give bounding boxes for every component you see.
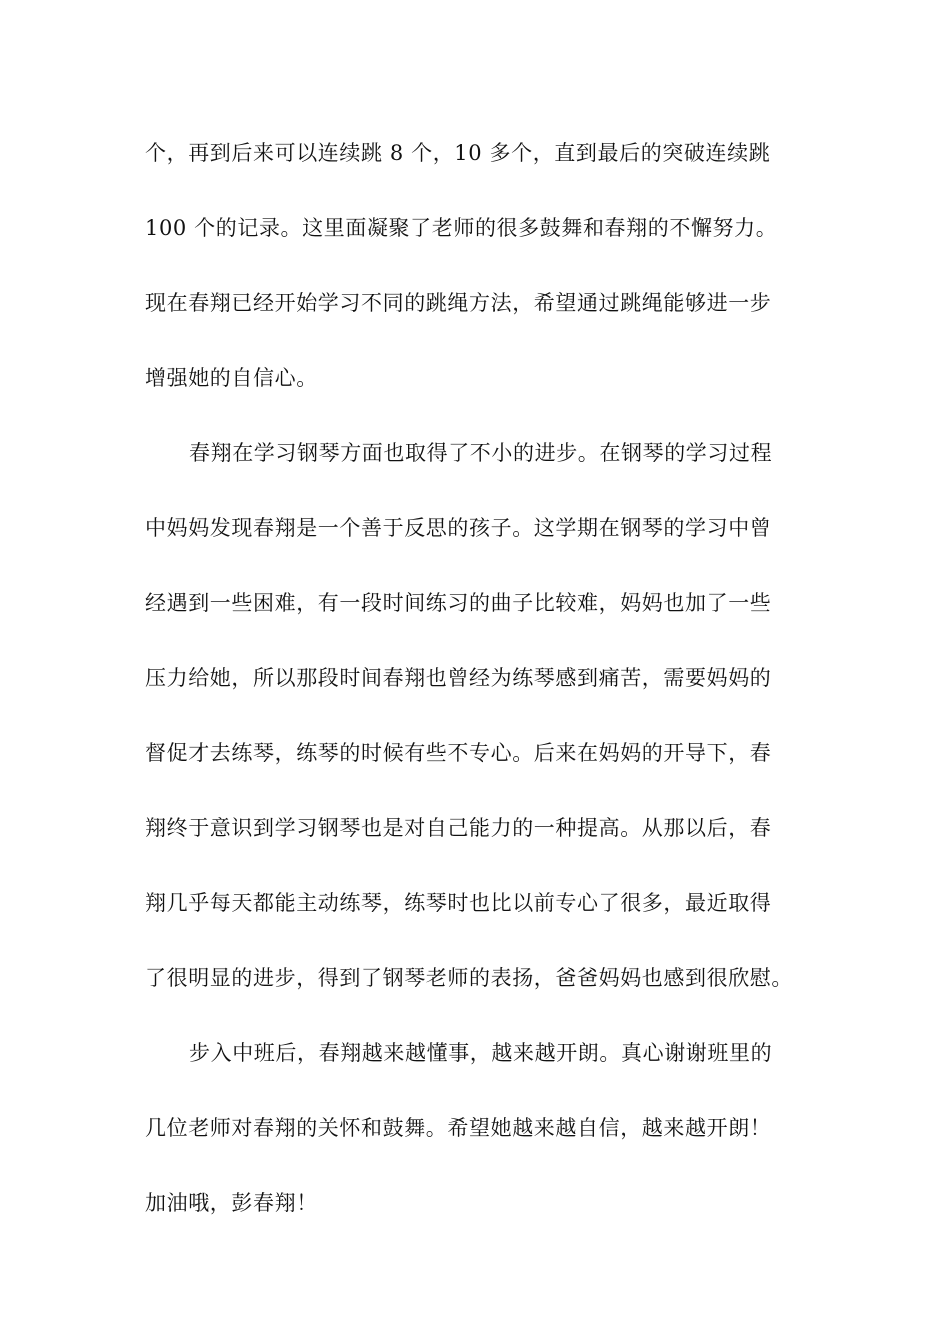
text-line: 增强她的自信心。	[145, 366, 318, 390]
body-text	[145, 125, 810, 1250]
text-line: 个，再到后来可以连续跳 8 个，10 多个，直到最后的突破连续跳	[145, 141, 771, 165]
paragraph-start-line: 春翔在学习钢琴方面也取得了不小的进步。在钢琴的学习过程	[189, 441, 773, 465]
text-line: 了很明显的进步，得到了钢琴老师的表扬，爸爸妈妈也感到很欣慰。	[145, 966, 793, 990]
text-line: 中妈妈发现春翔是一个善于反思的孩子。这学期在钢琴的学习中曾	[145, 516, 772, 540]
text-line: 经遇到一些困难，有一段时间练习的曲子比较难，妈妈也加了一些	[145, 591, 772, 615]
text-line: 督促才去练琴，练琴的时候有些不专心。后来在妈妈的开导下，春	[145, 741, 772, 765]
text-line: 翔终于意识到学习钢琴也是对自己能力的一种提高。从那以后，春	[145, 816, 772, 840]
text-line: 翔几乎每天都能主动练琴，练琴时也比以前专心了很多，最近取得	[145, 891, 772, 915]
text-line: 几位老师对春翔的关怀和鼓舞。希望她越来越自信，越来越开朗！	[145, 1116, 772, 1140]
text-line: 现在春翔已经开始学习不同的跳绳方法，希望通过跳绳能够进一步	[145, 291, 772, 315]
paragraph-start-line: 步入中班后，春翔越来越懂事，越来越开朗。真心谢谢班里的	[189, 1041, 773, 1065]
text-line: 100 个的记录。这里面凝聚了老师的很多鼓舞和春翔的不懈努力。	[145, 216, 778, 240]
text-line: 压力给她，所以那段时间春翔也曾经为练琴感到痛苦，需要妈妈的	[145, 666, 772, 690]
text-line: 加油哦，彭春翔！	[145, 1191, 318, 1215]
